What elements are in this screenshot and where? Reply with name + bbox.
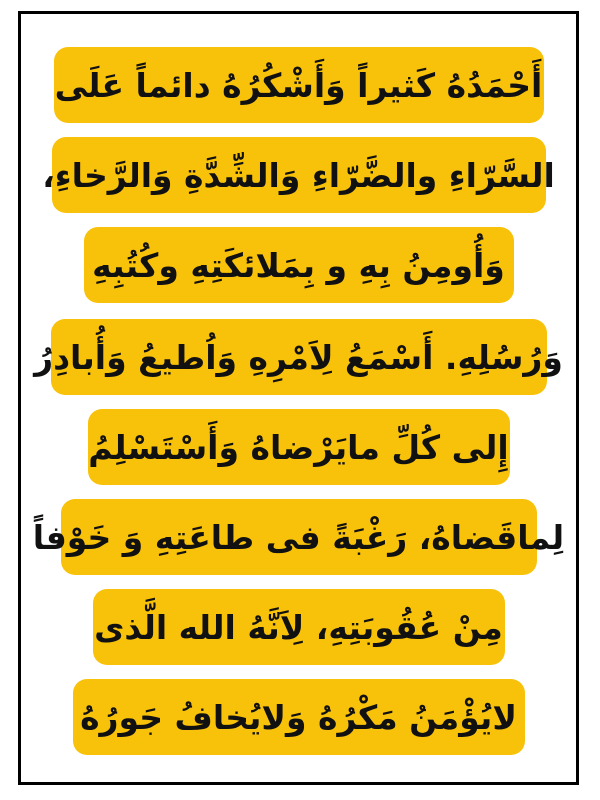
- text-line-5: إِلى كُلِّ مايَرْضاهُ وَأَسْتَسْلِمُ: [88, 409, 510, 485]
- text-line-2: السَّرّاءِ والضَّرّاءِ وَالشِّدَّةِ وَالرَّخاءِ،: [52, 137, 546, 213]
- text-line-3: وَأُومِنُ بِهِ و بِمَلائكَتِهِ وكُتُبِهِ: [84, 227, 514, 303]
- text-line-6: لِماقَضاهُ، رَغْبَةً فى طاعَتِهِ وَ خَوْفاً: [61, 499, 537, 575]
- text-line-7: مِنْ عُقُوبَتِهِ، لِاَنَّهُ الله الَّذى: [93, 589, 505, 665]
- text-line-4: وَرُسُلِهِ. أَسْمَعُ لِاَمْرِهِ وَاُطيعُ وَأُبادِرُ: [51, 319, 547, 395]
- text-lines: [21, 14, 576, 782]
- page-frame: [18, 11, 579, 785]
- text-line-1: أَحْمَدُهُ كَثيراً وَأَشْكُرُهُ دائماً عَلَى: [54, 47, 544, 123]
- text-line-8: لايُؤْمَنُ مَكْرُهُ وَلايُخافُ جَورُهُ: [73, 679, 525, 755]
